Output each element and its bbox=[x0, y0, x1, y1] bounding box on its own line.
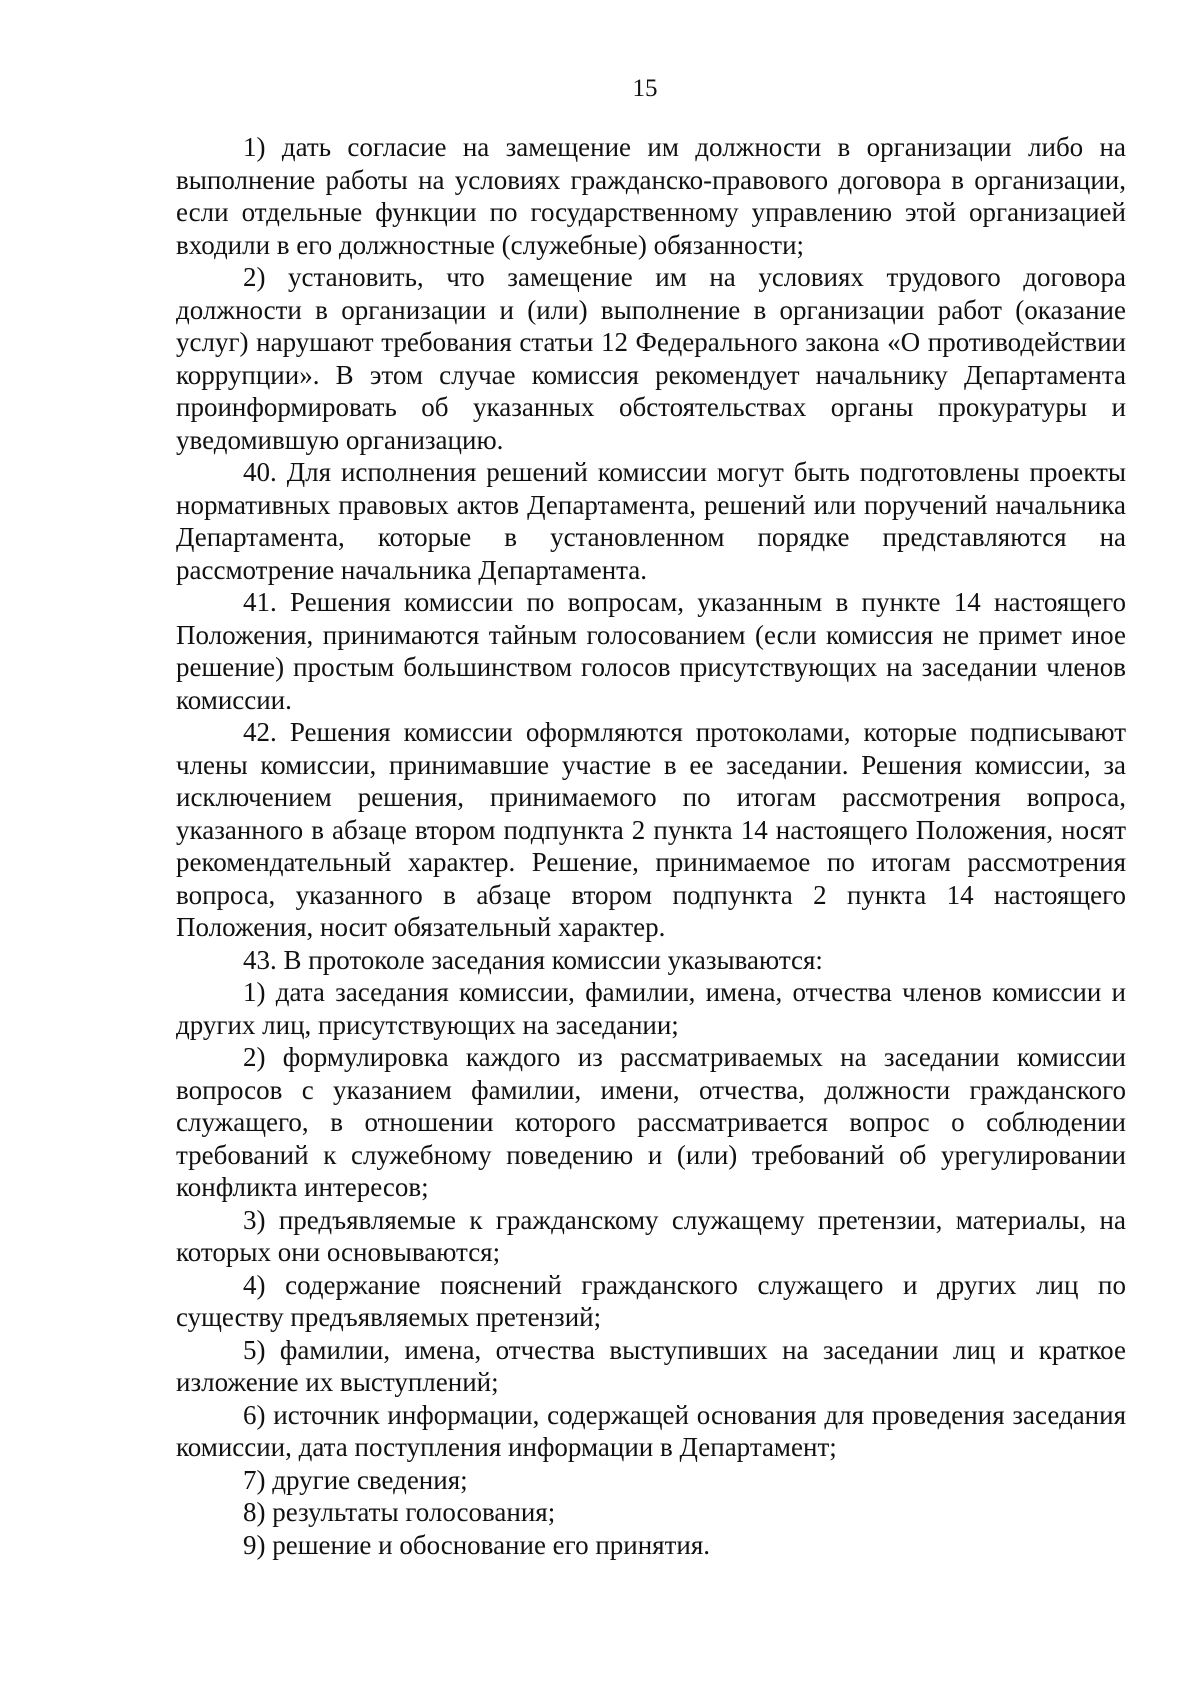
paragraph-clause-42: 42. Решения комиссии оформляются протоколами, которые подписывают члены комиссии, принимавшие участие в ее заседании. Решения комиссии, за исключением решения, принимаемого по итогам рассмотрения вопроса, указанного в абзаце втором подпункта 2 пункта 14 настоящего Положения, носят рекомендательный характер. Решение, принимаемое по итогам рассмотрения вопроса, указанного в абзаце втором подпункта 2 пункта 14 настоящего Положения, носит обязательный характер. bbox=[176, 717, 1126, 942]
paragraph-clause-40: 40. Для исполнения решений комиссии могут быть подготовлены проекты нормативных правовых актов Департамента, решений или поручений начальника Департамента, которые в установленном порядке представляются на рассмотрение начальника Департамента. bbox=[176, 457, 1126, 585]
paragraph-clause-41: 41. Решения комиссии по вопросам, указанным в пункте 14 настоящего Положения, принимаются тайным голосованием (если комиссия не примет иное решение) простым большинством голосов присутствующих на заседании членов комиссии. bbox=[176, 587, 1126, 715]
protocol-item-6: 6) источник информации, содержащей основания для проведения заседания комиссии, дата поступления информации в Департамент; bbox=[176, 1399, 1126, 1462]
protocol-item-7: 7) другие сведения; bbox=[243, 1464, 468, 1495]
page-number: 15 bbox=[632, 75, 658, 102]
paragraph-clause-43: 43. В протоколе заседания комиссии указываются: bbox=[243, 944, 823, 975]
protocol-item-2: 2) формулировка каждого из рассматриваемых на заседании комиссии вопросов с указанием фамилии, имени, отчества, должности гражданского служащего, в отношении которого рассматривается вопрос о соблюдении требований к служебному поведению и (или) требований об урегулировании конфликта интересов; bbox=[176, 1042, 1126, 1202]
protocol-item-9: 9) решение и обоснование его принятия. bbox=[243, 1529, 711, 1560]
protocol-item-3: 3) предъявляемые к гражданскому служащему претензии, материалы, на которых они основываются; bbox=[176, 1204, 1126, 1267]
protocol-item-5: 5) фамилии, имена, отчества выступивших на заседании лиц и краткое изложение их выступлений; bbox=[176, 1334, 1126, 1397]
paragraph-item-2-violation: 2) установить, что замещение им на условиях трудового договора должности в организации и (или) выполнение в организации работ (оказание услуг) нарушают требования статьи 12 Федерального закона «О противодействии коррупции». В этом случае комиссия рекомендует начальнику Департамента проинформировать об указанных обстоятельствах органы прокуратуры и уведомившую организацию. bbox=[176, 262, 1126, 455]
protocol-item-8: 8) результаты голосования; bbox=[243, 1497, 556, 1527]
paragraph-item-1-consent: 1) дать согласие на замещение им должности в организации либо на выполнение работы на условиях гражданско-правового договора в организации, если отдельные функции по государственному управлению этой организацией входили в его должностные (служебные) обязанности; bbox=[176, 132, 1126, 260]
protocol-item-4: 4) содержание пояснений гражданского служащего и других лиц по существу предъявляемых претензий; bbox=[176, 1269, 1126, 1332]
document-body bbox=[176, 131, 1126, 1561]
protocol-item-1: 1) дата заседания комиссии, фамилии, имена, отчества членов комиссии и других лиц, присутствующих на заседании; bbox=[176, 977, 1126, 1040]
